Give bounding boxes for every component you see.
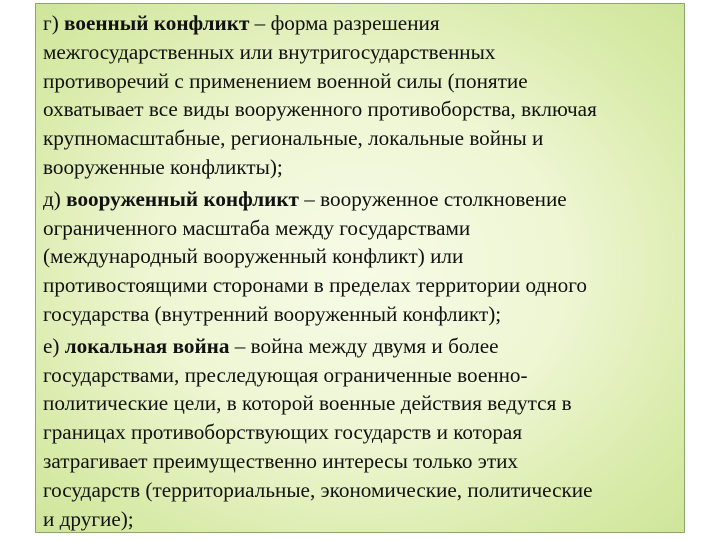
definition-text-line: межгосударственных или внутригосударственных: [43, 39, 496, 64]
definition-text-line: затрагивает преимущественно интересы только этих: [43, 448, 519, 473]
definition-first-line: [43, 185, 678, 214]
definition-text-line: – форма разрешения: [249, 11, 440, 35]
definition-letter: г): [43, 11, 59, 35]
definition-text-line: противоречий с применением военной силы (понятие: [43, 68, 528, 93]
definition-text-line: и другие);: [43, 506, 134, 531]
definition-text-line: границах противоборствующих государств и которая: [43, 420, 523, 445]
definition-text-line: (международный вооруженный конфликт) или: [43, 244, 464, 269]
definition-first-line: [43, 9, 678, 38]
definition-letter: д): [43, 186, 61, 211]
definition-text-line: ограниченного масштаба между государствами: [43, 215, 471, 240]
definition-term: вооруженный конфликт: [66, 186, 299, 211]
definition-military-conflict: [43, 9, 678, 182]
definition-text-line: государства (внутренний вооруженный конфликт);: [43, 301, 502, 326]
definition-text-line: вооруженные конфликты);: [43, 154, 283, 179]
definition-text-line: государств (территориальные, экономические, политические: [43, 477, 593, 502]
definition-text-line: противостоящими сторонами в пределах территории одного: [43, 273, 587, 298]
definition-letter: е): [43, 333, 60, 358]
definition-text-line: государствами, преследующая ограниченные военно-: [43, 362, 528, 387]
definition-text-line: – война между двумя и более: [229, 333, 499, 358]
definition-text-line: политические цели, в которой военные действия ведутся в: [43, 391, 572, 416]
definition-text-line: крупномасштабные, региональные, локальные войны и: [43, 126, 544, 151]
definition-armed-conflict: [43, 185, 678, 329]
definition-first-line: [43, 332, 678, 361]
definition-term: военный конфликт: [64, 11, 250, 35]
definition-term: локальная война: [64, 333, 230, 358]
definitions-text-box: [35, 3, 685, 533]
definition-local-war: [43, 332, 678, 533]
definition-text-line: – вооруженное столкновение: [298, 186, 567, 211]
definition-text-line: охватывает все виды вооруженного противоборства, включая: [43, 97, 597, 122]
